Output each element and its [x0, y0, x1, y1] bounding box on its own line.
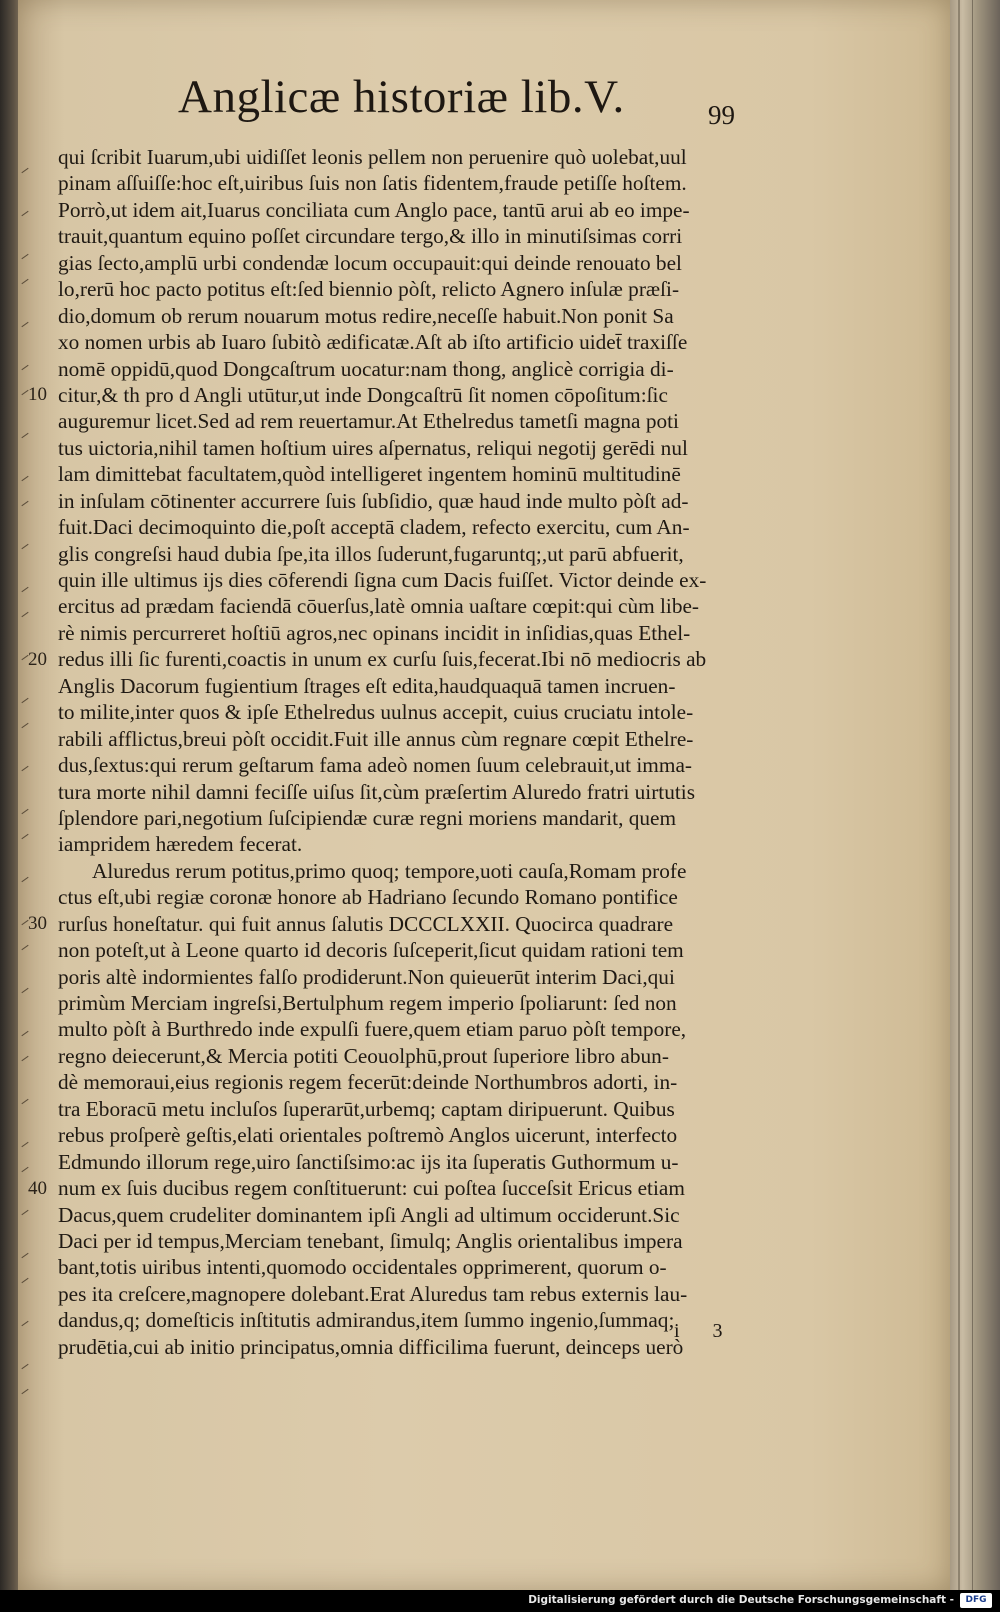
page-number: 99	[708, 100, 735, 130]
running-header-title: Anglicæ historiæ lib.V.	[178, 71, 625, 123]
line-number: 10	[28, 384, 47, 406]
text-line: iampridem hæredem fecerat.	[58, 832, 303, 857]
text-line: citur,& th pro d Angli utūtur,ut inde Dongcaſtrū ſit nomen cōpoſitum:ſic	[58, 382, 668, 407]
text-line: prudētia,cui ab initio principatus,omnia difficilima fuerunt, deinceps uerò	[58, 1334, 684, 1359]
text-line: Edmundo illorum rege,uiro ſanctiſsimo:ac ijs ita ſuperatis Guthormum u-	[58, 1149, 679, 1174]
text-line: dè memoraui,eius regionis regem fecerūt:deinde Northumbros adorti, in-	[58, 1070, 678, 1095]
margin-annotations	[18, 170, 34, 1420]
text-line: rabili afflictus,breui pòſt occidit.Fuit ille annus cùm regnare cœpit Ethelre-	[58, 726, 694, 751]
text-line: rurſus honeſtatur. qui fuit annus ſalutis DCCCLXXII. Quocirca quadrare	[58, 911, 674, 936]
text-line: ctus eſt,ubi regiæ coronæ honore ab Hadriano ſecundo Romano pontifice	[58, 885, 678, 910]
text-line: trauit,quantum equino poſſet circundare tergo,& illo in minutiſsimas corri	[58, 224, 683, 249]
dfg-logo: DFG	[960, 1593, 992, 1608]
text-line: dus,ſextus:qui rerum geſtarum fama adeò nomen ſuum celebrauit,ut imma-	[58, 753, 692, 778]
text-line: dio,domum ob rerum nouarum motus redire,neceſſe habuit.Non ponit Sa	[58, 303, 674, 328]
text-line: num ex ſuis ducibus regem conſtituerunt: cui poſtea ſucceſsit Ericus etiam	[58, 1176, 685, 1201]
text-line: Anglis Dacorum fugientium ſtrages eſt edita,haudquaquā tamen incruen-	[58, 673, 676, 698]
text-line: Porrò,ut idem ait,Iuarus conciliata cum Anglo pace, tantū arui ab eo impe-	[58, 197, 690, 222]
text-line: gias ſecto,amplū urbi condendæ locum occupauit:qui deinde renouato bel	[58, 250, 682, 275]
text-line: pinam aſſuiſſe:hoc eſt,uiribus ſuis non ſatis fidentem,fraude petiſſe hoſtem.	[58, 171, 687, 196]
text-line: in inſulam cōtinenter accurrere ſuis ſubſidio, quæ haud inde multo pòſt ad-	[58, 488, 689, 513]
text-line: auguremur licet.Sed ad rem reuertamur.At Ethelredus tametſi magna poti	[58, 409, 679, 434]
text-line: lo,rerū hoc pacto potitus eſt:ſed biennio pòſt, relicto Agnero inſulæ præſi-	[58, 277, 680, 302]
text-line: qui ſcribit Iuarum,ubi uidiſſet leonis pellem non peruenire quò uolebat,uul	[58, 145, 687, 169]
signature-mark: i 3	[674, 1320, 737, 1342]
line-number: 40	[28, 1177, 47, 1199]
text-line: to milite,inter quos & ipſe Ethelredus uulnus accepit, cuius cruciatu intole-	[58, 700, 694, 725]
line-number: 30	[28, 913, 47, 935]
text-line: tura morte nihil damni feciſſe uiſus ſit,cùm præſertim Aluredo fratri uirtutis	[58, 779, 695, 804]
text-line: fuit.Daci decimoquinto die,poſt acceptā cladem, refecto exercitu, cum An-	[58, 515, 690, 540]
footer-bar	[0, 1590, 1000, 1612]
text-line: Aluredus rerum potitus,primo quoq; tempore,uoti cauſa,Romam profe	[92, 858, 687, 883]
text-line: multo pòſt à Burthredo inde expulſi fuere,quem etiam paruo pòſt tempore,	[58, 1017, 687, 1042]
text-line: dandus,q; domeſticis inſtitutis admirandus,item ſummo ingenio,ſummaq;	[58, 1308, 675, 1333]
text-line: xo nomen urbis ab Iuaro ſubitò ædificatæ.Aſt ab iſto artificio uidet̄ traxiſſe	[58, 330, 688, 355]
book-page	[18, 0, 950, 1590]
text-line: rebus proſperè geſtis,elati orientales poſtremò Anglos uicerunt, interfecto	[58, 1123, 678, 1148]
body-text	[58, 144, 778, 1360]
text-line: tus uictoria,nihil tamen hoſtium uires aſpernatus, reliqui negotij gerēdi nul	[58, 435, 688, 460]
text-line: regno deiecerunt,& Mercia potiti Ceouolphū,prout ſuperiore libro abun-	[58, 1043, 669, 1068]
text-line: lam dimittebat facultatem,quòd intelligeret ingentem hominū multitudinē	[58, 462, 681, 487]
line-number: 20	[28, 648, 47, 670]
text-line: glis congreſsi haud dubia ſpe,ita illos ſuderunt,fugaruntq;,ut parū abfuerit,	[58, 541, 684, 566]
page-stack-edge	[950, 0, 1000, 1590]
text-line: Dacus,quem crudeliter dominantem ipſi Angli ad ultimum occiderunt.Sic	[58, 1202, 680, 1227]
text-line: non poteſt,ut à Leone quarto id decoris ſuſceperit,ſicut quidam rationi tem	[58, 938, 684, 963]
text-line: bant,totis uiribus intenti,quomodo occidentales opprimerent, quorum o-	[58, 1255, 667, 1280]
text-line: quin ille ultimus ijs dies cōferendi ſigna cum Dacis fuiſſet. Victor deinde ex-	[58, 568, 707, 592]
text-line: ercitus ad prædam faciendā cōuerſus,latè omnia uaſtare cœpit:qui cùm libe-	[58, 594, 700, 619]
text-line: primùm Merciam ingreſsi,Bertulphum regem imperio ſpoliarunt: ſed non	[58, 991, 677, 1015]
text-line: pes ita creſcere,magnopere dolebant.Erat Aluredus tam rebus externis lau-	[58, 1281, 688, 1306]
text-line: tra Eboracū metu incluſos ſuperarūt,urbemq; captam diripuerunt. Quibus	[58, 1096, 675, 1121]
text-line: poris altè indormientes falſo prodiderunt.Non quieuerūt interim Daci,qui	[58, 964, 675, 989]
text-line: ſplendore pari,negotium ſuſcipiendæ curæ regni moriens mandarit, quem	[58, 805, 677, 830]
text-line: rè nimis percurreret hoſtiū agros,nec opinans incidit in inſidias,quas Ethel-	[58, 620, 691, 645]
text-line: nomē oppidū,quod Dongcaſtrum uocatur:nam thong, anglicè corrigia di-	[58, 356, 674, 381]
text-line: Daci per id tempus,Merciam tenebant, ſimulq; Anglis orientalibus impera	[58, 1228, 683, 1253]
text-line: redus illi ſic furenti,coactis in unum ex curſu ſuis,fecerat.Ibi nō mediocris ab	[58, 647, 707, 672]
footer-credit: Digitalisierung gefördert durch die Deutsche Forschungsgemeinschaft -	[528, 1594, 954, 1606]
